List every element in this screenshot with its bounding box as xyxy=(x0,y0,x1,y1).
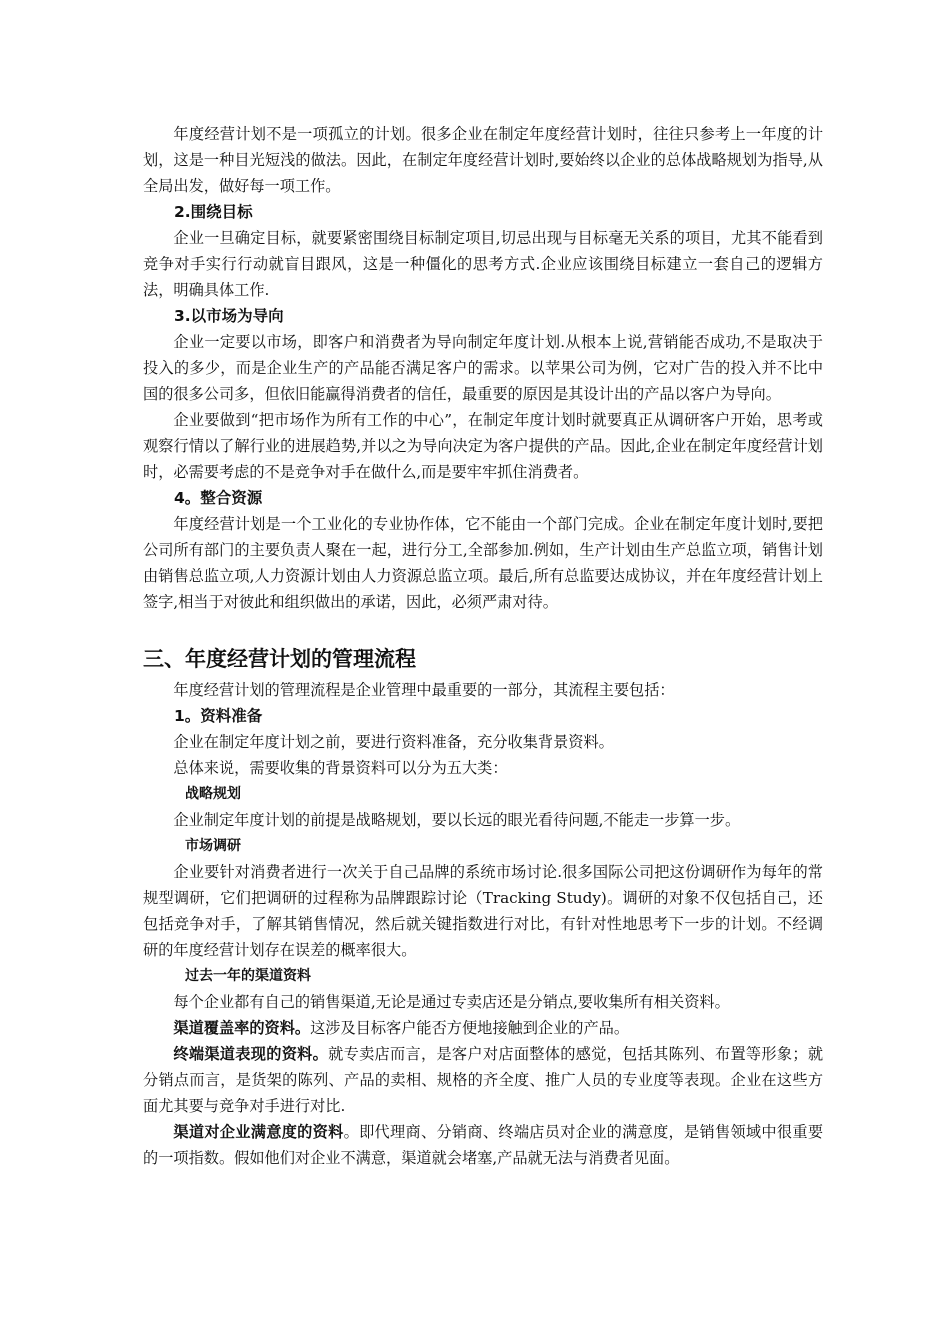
paragraph-channel-satisfaction xyxy=(143,1119,823,1171)
paragraph-process-intro: 年度经营计划的管理流程是企业管理中最重要的一部分，其流程主要包括： xyxy=(173,681,675,699)
paragraph-channel-data: 每个企业都有自己的销售渠道,无论是通过专卖店还是分销点,要收集所有相关资料。 xyxy=(173,993,730,1011)
terminal-performance-text: 就专卖店而言，是客户对店面整体的感觉，包括其陈列、布置等形象；就分销点而言，是货架的陈列、产品的卖相、规格的齐全度、推广人员的专业度等表现。企业在这些方面尤其要与竞争对手进行对比. xyxy=(143,1045,824,1115)
paragraph-terminal-performance xyxy=(143,1041,823,1119)
paragraph-data-preparation: 企业在制定年度计划之前，要进行资料准备，充分收集背景资料。 xyxy=(173,733,614,751)
channel-coverage-text: 这涉及目标客户能否方便地接触到企业的产品。 xyxy=(310,1019,630,1037)
heading-market-oriented: 3.以市场为导向 xyxy=(174,307,284,325)
heading-integrate-resources: 4。整合资源 xyxy=(174,489,263,507)
paragraph-integrate-resources: 年度经营计划是一个工业化的专业协作体，它不能由一个部门完成。企业在制定年度计划时,要把公司所有部门的主要负责人聚在一起，进行分工,全部参加.例如，生产计划由生产总监立项，销售计划由销售总监立项,人力资源计划由人力资源总监立项。最后,所有总监要达成协议，并在年度经营计划上签字,相当于对彼此和组织做出的承诺，因此，必须严肃对待。 xyxy=(143,515,823,611)
paragraph-market-oriented: 企业一定要以市场，即客户和消费者为导向制定年度计划.从根本上说,营销能否成功,不是取决于投入的多少，而是企业生产的产品能否满足客户的需求。以苹果公司为例，它对广告的投入并不比中国的很多公司多，但依旧能赢得消费者的信任，最重要的原因是其设计出的产品以客户为导向。 xyxy=(143,333,823,403)
paragraph-market-research: 企业要针对消费者进行一次关于自己品牌的系统市场讨论.很多国际公司把这份调研作为每年的常规型调研，它们把调研的过程称为品牌跟踪讨论（Tracking Study)。调研的对象不仅包括自己，还包括竞争对手，了解其销售情况，然后就关键指数进行对比，有针对性地思考下一步的计划。不经调研的年度经营计划存在误差的概率很大。 xyxy=(143,863,823,959)
heading-strategic-planning: 战略规划 xyxy=(185,786,241,802)
section-title-management-process: 三、年度经营计划的管理流程 xyxy=(143,647,416,671)
heading-around-goals: 2.围绕目标 xyxy=(174,203,253,221)
paragraph-five-categories: 总体来说，需要收集的背景资料可以分为五大类： xyxy=(173,759,508,777)
document-body xyxy=(143,121,823,1171)
paragraph-market-center: 企业要做到“把市场作为所有工作的中心”，在制定年度计划时就要真正从调研客户开始，思考或观察行情以了解行业的进展趋势,并以之为导向决定为客户提供的产品。因此,企业在制定年度经营计划时，必需要考虑的不是竞争对手在做什么,而是要牢牢抓住消费者。 xyxy=(143,411,823,481)
paragraph-channel-coverage xyxy=(143,1015,823,1041)
terminal-performance-lead: 终端渠道表现的资料。 xyxy=(173,1045,329,1063)
paragraph-around-goals: 企业一旦确定目标，就要紧密围绕目标制定项目,切忌出现与目标毫无关系的项目，尤其不能看到竞争对手实行行动就盲目跟风，这是一种僵化的思考方式.企业应该围绕目标建立一套自己的逻辑方法，明确具体工作. xyxy=(143,229,823,299)
channel-satisfaction-text: 。即代理商、分销商、终端店员对企业的满意度，是销售领域中很重要的一项指数。假如他们对企业不满意，渠道就会堵塞,产品就无法与消费者见面。 xyxy=(143,1123,824,1167)
paragraph-isolated-plan: 年度经营计划不是一项孤立的计划。很多企业在制定年度经营计划时，往往只参考上一年度的计划，这是一种目光短浅的做法。因此，在制定年度经营计划时,要始终以企业的总体战略规划为指导,从全局出发，做好每一项工作。 xyxy=(143,125,823,195)
heading-data-preparation: 1。资料准备 xyxy=(174,707,263,725)
heading-market-research: 市场调研 xyxy=(185,838,241,854)
heading-channel-data: 过去一年的渠道资料 xyxy=(185,968,311,984)
channel-satisfaction-lead: 渠道对企业满意度的资料 xyxy=(173,1123,344,1141)
paragraph-strategic-planning: 企业制定年度计划的前提是战略规划，要以长远的眼光看待问题,不能走一步算一步。 xyxy=(173,811,741,829)
channel-coverage-lead: 渠道覆盖率的资料。 xyxy=(173,1019,311,1037)
